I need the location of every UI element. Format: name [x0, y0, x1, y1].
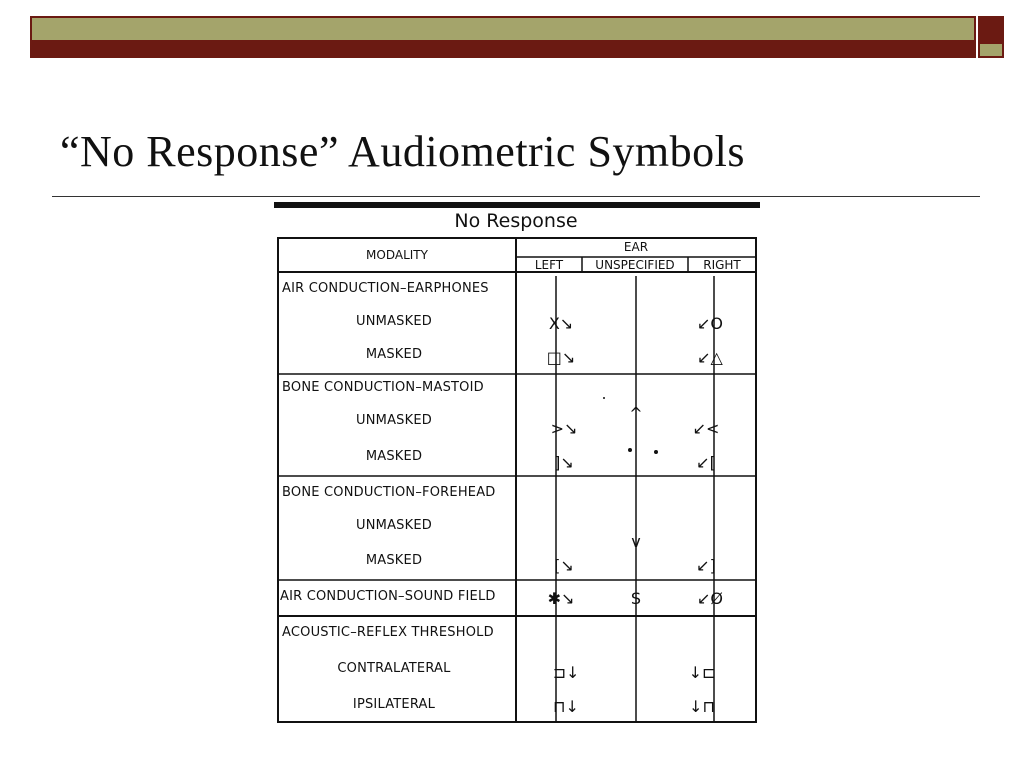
- section-title: BONE CONDUCTION–FOREHEAD: [282, 485, 496, 500]
- corner-maroon-square: [978, 16, 1004, 42]
- row-label: MASKED: [365, 553, 423, 568]
- symbol-sf-left: ✱↘: [547, 589, 575, 608]
- header-modality: MODALITY: [366, 248, 428, 262]
- section-title: AIR CONDUCTION–SOUND FIELD: [280, 589, 496, 604]
- symbol-ar-contra-left: ⊐↓: [552, 663, 580, 682]
- title-divider: [52, 196, 980, 197]
- section-title: BONE CONDUCTION–MASTOID: [282, 380, 484, 395]
- top-bar-corner-block: [978, 16, 1004, 58]
- header-left: LEFT: [534, 258, 564, 272]
- row-label: CONTRALATERAL: [337, 661, 451, 676]
- corner-olive-square: [978, 42, 1004, 58]
- slide-title: “No Response” Audiometric Symbols: [60, 127, 745, 176]
- symbol-sf-right: ↙Ø: [697, 589, 723, 608]
- symbol-ac-unmasked-left: X↘: [548, 314, 574, 333]
- top-bar-olive-stripe: [30, 16, 976, 42]
- row-label: MASKED: [365, 449, 423, 464]
- audiometric-symbol-chart: [272, 200, 760, 726]
- top-decorative-bar: [30, 16, 976, 58]
- row-label: UNMASKED: [356, 518, 432, 533]
- symbol-ar-contra-right: ↓⊏: [688, 663, 716, 682]
- symbol-bc-mastoid-masked-left: ]↘: [554, 453, 574, 472]
- symbol-bc-forehead-masked-right: ↙]: [696, 556, 716, 575]
- symbol-bc-forehead-unmasked: v: [631, 532, 641, 551]
- symbol-bc-unspecified: ^: [629, 404, 643, 423]
- header-right: RIGHT: [703, 258, 741, 272]
- symbol-ac-masked-left: □↘: [546, 348, 576, 367]
- symbol-ar-ipsi-right: ↓⊓: [689, 697, 715, 716]
- symbol-bc-mastoid-unmasked-right: ↙<: [692, 419, 720, 438]
- symbol-ac-masked-right: ↙△: [697, 348, 723, 367]
- section-title: AIR CONDUCTION–EARPHONES: [282, 281, 489, 296]
- row-label: IPSILATERAL: [352, 697, 436, 712]
- symbol-bc-forehead-masked-left: [↘: [554, 556, 574, 575]
- symbol-bc-mastoid-unmasked-left: >↘: [550, 419, 578, 438]
- top-bar-maroon-stripe: [30, 42, 976, 58]
- row-label: UNMASKED: [356, 314, 432, 329]
- row-label: UNMASKED: [356, 413, 432, 428]
- symbol-bc-mastoid-masked-right: ↙[: [696, 453, 716, 472]
- chart-heading: No Response: [454, 210, 578, 232]
- header-unspecified: UNSPECIFIED: [595, 258, 675, 272]
- section-title: ACOUSTIC–REFLEX THRESHOLD: [282, 625, 494, 640]
- symbol-ar-ipsi-left: ⊓↓: [553, 697, 579, 716]
- symbol-ac-unmasked-right: ↙O: [697, 314, 723, 333]
- symbol-sf-unspecified: S: [630, 589, 642, 608]
- header-ear: EAR: [623, 240, 649, 254]
- row-label: MASKED: [365, 347, 423, 362]
